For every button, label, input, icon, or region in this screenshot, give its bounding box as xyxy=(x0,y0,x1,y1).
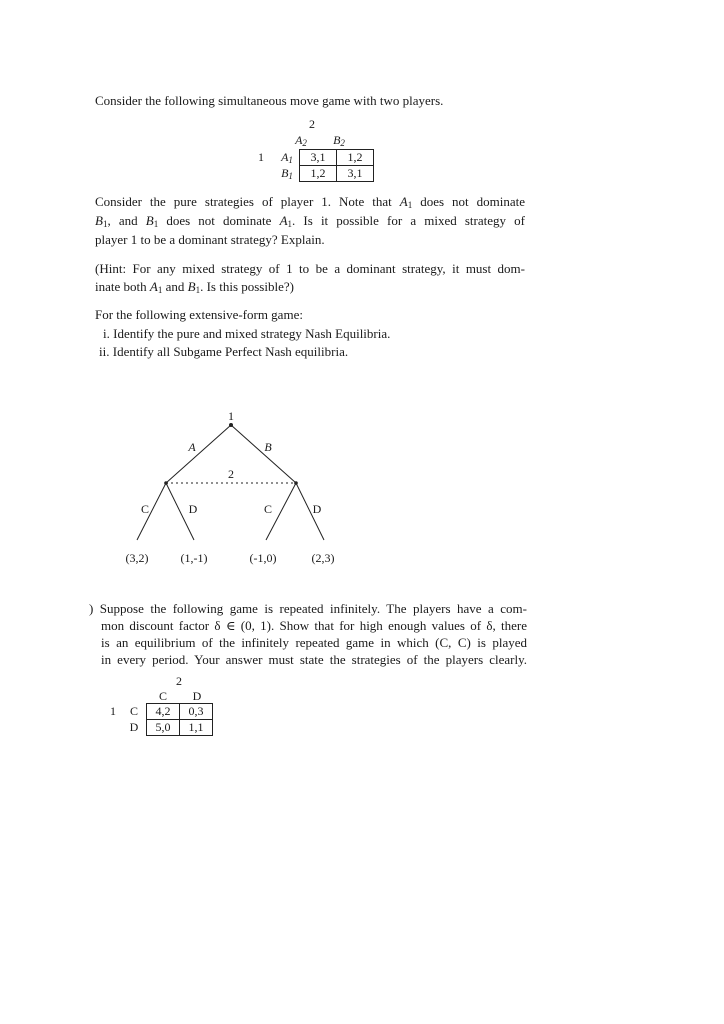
q2-intro: For the following extensive-form game: xyxy=(95,307,303,322)
q1-hint-line-2: inate both $A_1$ and $B_1$. Is this possible?) xyxy=(95,279,294,295)
tree-branch-b xyxy=(231,425,296,483)
q3-line-4: in every period. Your answer must state the strategies of the players clearly. xyxy=(101,652,527,667)
payoff-left-d: (1,-1) xyxy=(180,551,208,565)
q2-item-1: i. Identify the pure and mixed strategy Nash Equilibria. xyxy=(103,326,391,341)
q1-payoff-a1-b2: 1,2 xyxy=(337,150,374,166)
q3-column-player-label: 2 xyxy=(176,674,182,688)
q1-col-strategy-a2: $A_2$ xyxy=(295,133,307,148)
q1-payoff-a1-a2: 3,1 xyxy=(300,150,337,166)
q1-intro: Consider the following simultaneous move game with two players. xyxy=(95,93,444,108)
q3-line-2: mon discount factor δ ∈ (0, 1). Show that for high enough values of δ, there xyxy=(101,618,527,633)
tree-root-player-label: 1 xyxy=(228,409,234,423)
tree-node-left xyxy=(164,481,168,485)
q3-payoff-matrix xyxy=(146,703,213,736)
tree-root-node xyxy=(229,423,233,427)
q1-row-strategy-a1: $A_1$ xyxy=(281,150,293,165)
q2-item-2: ii. Identify all Subgame Perfect Nash equilibria. xyxy=(99,344,349,359)
tree-right-c-label: C xyxy=(263,502,273,516)
tree-right-d-label: D xyxy=(312,502,322,516)
q1-row-strategy-b1: $B_1$ xyxy=(281,166,293,181)
q1-para-line-1: Consider the pure strategies of player 1. Note that $A_1$ does not dominate xyxy=(95,194,526,210)
q1-col-strategy-b2: $B_2$ xyxy=(333,133,345,148)
q1-payoff-b1-a2: 1,2 xyxy=(300,166,337,182)
q3-payoff-c-d: 0,3 xyxy=(180,704,213,720)
q3-payoff-d-d: 1,1 xyxy=(180,720,213,736)
q3-payoff-c-c: 4,2 xyxy=(147,704,180,720)
payoff-left-c: (3,2) xyxy=(125,551,149,565)
q3-row-player-label: 1 xyxy=(110,704,116,718)
payoff-right-d: (2,3) xyxy=(311,551,335,565)
q1-payoff-b1-b2: 3,1 xyxy=(337,166,374,182)
q1-row-player-label: 1 xyxy=(258,150,264,164)
tree-branch-a xyxy=(166,425,231,483)
tree-branch-a-label: A xyxy=(188,440,196,454)
q3-line-3: is an equilibrium of the infinitely repeated game in which (C, C) is played xyxy=(101,635,527,650)
tree-branch-b-label: B xyxy=(264,440,272,454)
tree-left-d-label: D xyxy=(188,502,198,516)
tree-node-right xyxy=(294,481,298,485)
q1-para-line-2: $B_1$, and $B_1$ does not dominate $A_1$. Is it possible for a mixed strategy of xyxy=(95,213,525,229)
q3-col-strategy-c: C xyxy=(158,689,167,703)
q3-row-strategy-d: D xyxy=(129,720,139,734)
q3-row-strategy-c: C xyxy=(129,704,138,718)
q3-col-strategy-d: D xyxy=(192,689,202,703)
info-set-player-label: 2 xyxy=(228,467,234,481)
q1-para-line-3: player 1 to be a dominant strategy? Explain. xyxy=(95,232,325,247)
q1-hint-line-1: (Hint: For any mixed strategy of 1 to be a dominant strategy, it must dom- xyxy=(95,261,525,276)
q1-column-player-label: 2 xyxy=(309,117,315,131)
q3-line-1: ) Suppose the following game is repeated infinitely. The players have a com- xyxy=(89,601,527,616)
tree-left-c-label: C xyxy=(140,502,150,516)
q3-payoff-d-c: 5,0 xyxy=(147,720,180,736)
payoff-right-c: (-1,0) xyxy=(249,551,277,565)
